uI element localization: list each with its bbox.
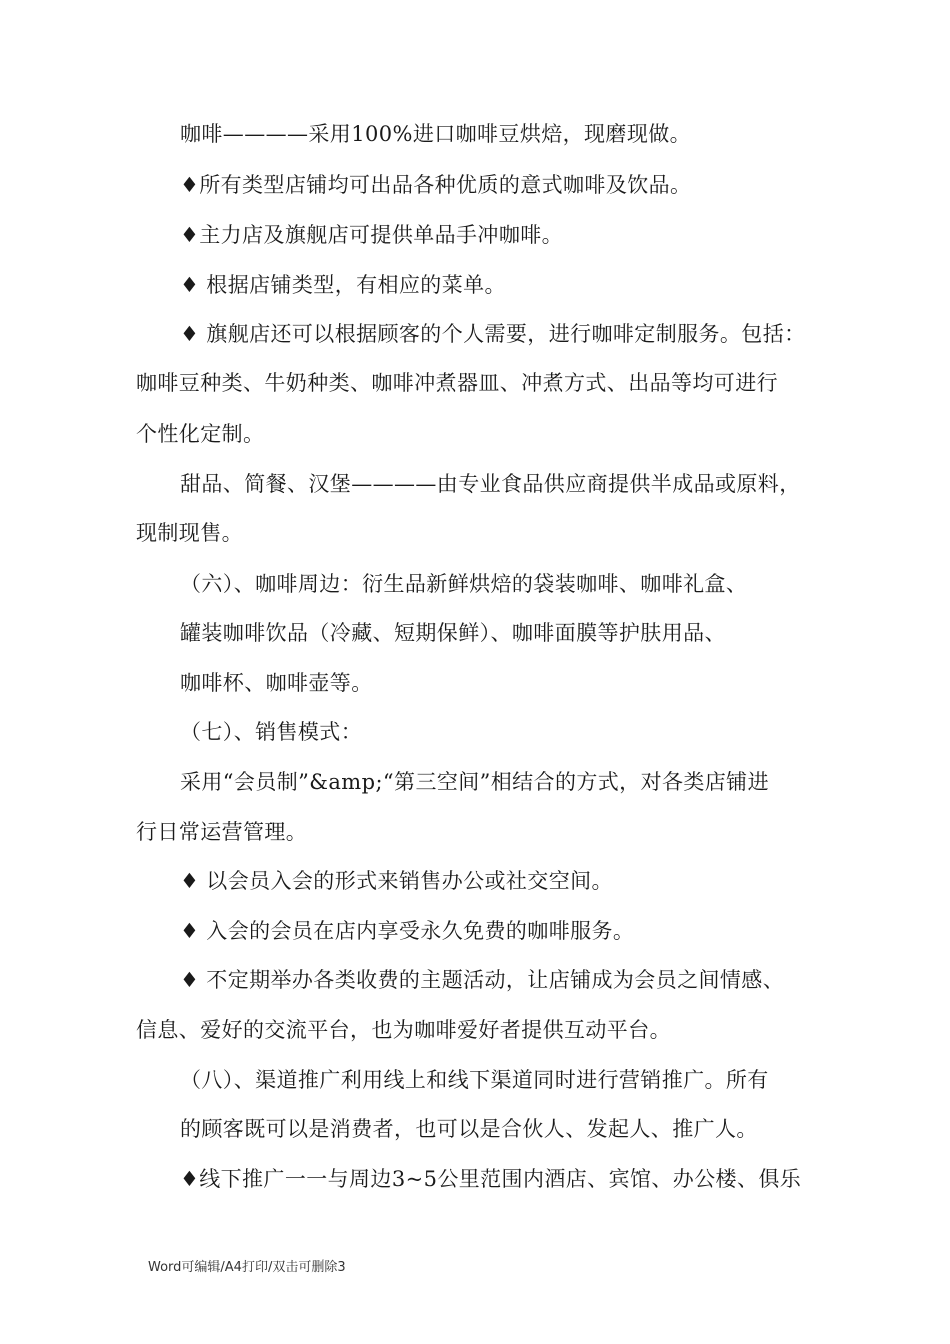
text-line-2: ♦所有类型店铺均可出品各种优质的意式咖啡及饮品。 [180, 173, 692, 197]
text-line-16: ♦ 以会员入会的形式来销售办公或社交空间。 [180, 869, 613, 893]
text-line-10: （六）、咖啡周边：衍生品新鲜烘焙的袋装咖啡、咖啡礼盒、 [180, 572, 748, 596]
text-line-21: 的顾客既可以是消费者，也可以是合伙人、发起人、推广人。 [180, 1117, 758, 1141]
page-footer: Word可编辑/A4打印/双击可删除3 [148, 1260, 346, 1275]
text-line-3: ♦主力店及旗舰店可提供单品手冲咖啡。 [180, 223, 564, 247]
text-line-5: ♦ 旗舰店还可以根据顾客的个人需要，进行咖啡定制服务。包括： [180, 322, 806, 346]
text-line-14: 采用“会员制”&amp;“第三空间”相结合的方式，对各类店铺进 [180, 770, 769, 794]
text-line-15: 行日常运营管理。 [136, 820, 308, 844]
text-line-13: （七）、销售模式： [180, 720, 363, 744]
text-line-6: 咖啡豆种类、牛奶种类、咖啡冲煮器皿、冲煮方式、出品等均可进行 [136, 371, 778, 395]
text-line-8: 甜品、简餐、汉堡————由专业食品供应商提供半成品或原料， [180, 472, 801, 496]
text-line-18: ♦ 不定期举办各类收费的主题活动，让店铺成为会员之间情感、 [180, 968, 785, 992]
text-line-20: （八）、渠道推广利用线上和线下渠道同时进行营销推广。所有 [180, 1068, 769, 1092]
text-line-12: 咖啡杯、咖啡壶等。 [180, 671, 373, 695]
text-line-22: ♦线下推广一一与周边3~5公里范围内酒店、宾馆、办公楼、俱乐 [180, 1167, 802, 1191]
text-line-19: 信息、爱好的交流平台，也为咖啡爱好者提供互动平台。 [136, 1018, 671, 1042]
text-line-4: ♦ 根据店铺类型，有相应的菜单。 [180, 273, 506, 297]
text-line-9: 现制现售。 [136, 521, 243, 545]
text-line-11: 罐装咖啡饮品（冷藏、短期保鲜）、咖啡面膜等护肤用品、 [180, 621, 726, 645]
text-line-17: ♦ 入会的会员在店内享受永久免费的咖啡服务。 [180, 919, 635, 943]
text-line-7: 个性化定制。 [136, 422, 265, 446]
text-line-1: 咖啡————采用100%进口咖啡豆烘焙，现磨现做。 [180, 122, 692, 146]
